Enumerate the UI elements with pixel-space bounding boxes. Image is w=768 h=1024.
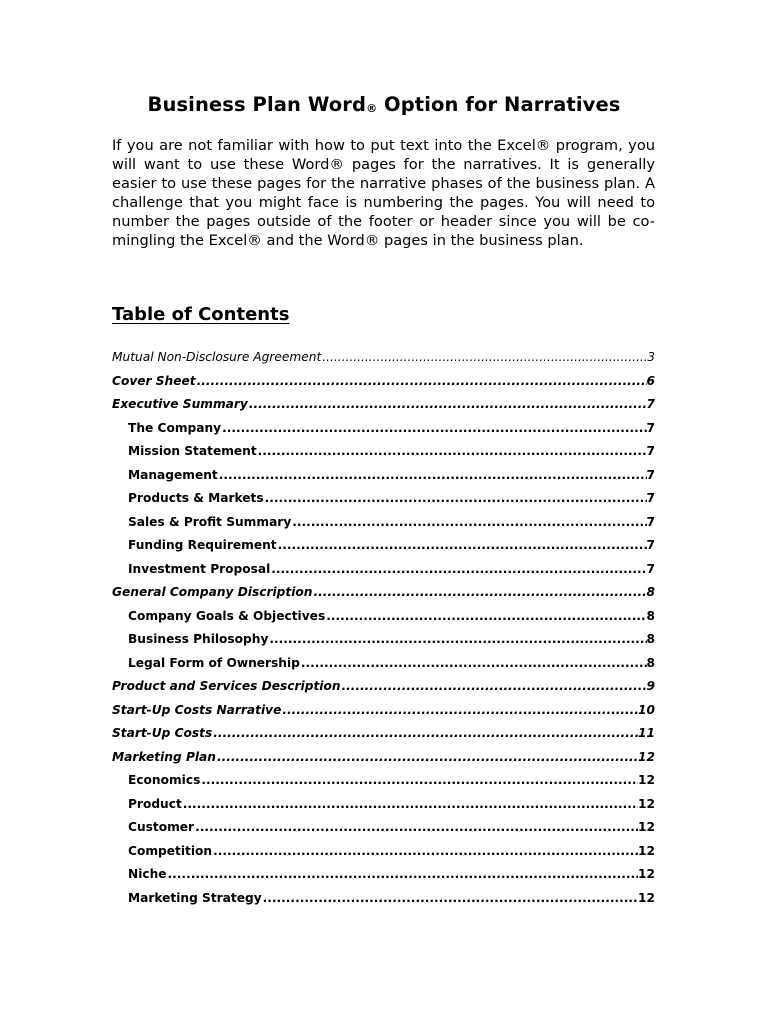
toc-dot-leader [281,703,638,717]
toc-dot-leader [248,397,647,411]
toc-entry[interactable] [112,350,655,374]
toc-entry[interactable] [112,515,655,539]
toc-entry-page-number: 7 [646,467,655,482]
toc-dot-leader [167,867,638,881]
toc-entry[interactable] [112,844,655,868]
toc-entry-label: Mission Statement [128,444,257,458]
toc-entry-page-number: 8 [646,655,655,670]
toc-dot-leader [325,609,646,623]
toc-entry-label: Company Goals & Objectives [128,608,326,623]
toc-entry-label: Sales & Profit Summary [128,514,292,529]
toc-dot-leader [182,797,638,811]
toc-entry-page-number: 12 [638,773,655,787]
toc-entry[interactable] [112,397,655,421]
toc-heading: Table of Contents [112,304,290,325]
toc-dot-leader [312,585,646,599]
toc-entry-page-number: 7 [646,420,655,435]
toc-entry-label: Start-Up Costs [112,726,213,740]
toc-entry[interactable] [112,562,655,586]
toc-dot-leader [268,632,646,646]
toc-dot-leader [212,844,638,858]
toc-dot-leader [257,444,647,458]
toc-entry[interactable] [112,421,655,445]
toc-entry-page-number: 7 [646,561,655,576]
title-registered-mark: ® [366,102,378,115]
toc-entry-label: Marketing Strategy [128,890,262,905]
table-of-contents [112,350,655,914]
toc-entry-page-number: 10 [638,702,655,717]
toc-entry[interactable] [112,656,655,680]
toc-entry[interactable] [112,468,655,492]
toc-entry[interactable] [112,891,655,915]
toc-entry-page-number: 12 [638,867,655,881]
toc-dot-leader [262,891,638,905]
toc-entry-label: Mutual Non-Disclosure Agreement [112,350,322,364]
toc-entry-page-number: 8 [646,608,655,623]
toc-entry[interactable] [112,703,655,727]
toc-entry-page-number: 7 [646,397,655,411]
toc-entry-page-number: 12 [638,749,655,764]
toc-entry-page-number: 8 [646,585,655,599]
toc-entry[interactable] [112,679,655,703]
toc-entry-label: Business Philosophy [128,632,269,646]
toc-entry-label: Product and Services Description [112,679,341,693]
toc-dot-leader [216,750,638,764]
toc-dot-leader [300,656,647,670]
toc-entry-label: Competition [128,843,213,858]
toc-entry-page-number: 6 [646,373,655,388]
toc-entry[interactable] [112,773,655,797]
toc-entry-label: Customer [128,820,195,834]
toc-entry-label: The Company [128,420,222,435]
toc-dot-leader [277,538,647,552]
toc-entry-page-number: 12 [638,890,655,905]
toc-entry-label: Start-Up Costs Narrative [112,702,282,717]
toc-dot-leader [221,421,646,435]
toc-entry-page-number: 7 [646,444,655,458]
toc-dot-leader [270,562,646,576]
toc-entry[interactable] [112,491,655,515]
toc-entry-label: Marketing Plan [112,749,216,764]
toc-dot-leader [321,350,647,364]
toc-entry-label: Management [128,467,218,482]
toc-entry-page-number: 7 [646,538,655,552]
toc-dot-leader [196,374,647,388]
toc-entry-page-number: 12 [638,796,655,811]
toc-entry[interactable] [112,797,655,821]
toc-entry[interactable] [112,374,655,398]
toc-entry[interactable] [112,867,655,891]
toc-entry-label: Executive Summary [112,397,248,411]
toc-entry-page-number: 12 [638,843,655,858]
toc-entry-label: Investment Proposal [128,561,271,576]
page-title [0,93,768,116]
toc-dot-leader [264,491,647,505]
toc-entry[interactable] [112,538,655,562]
intro-paragraph: If you are not familiar with how to put text into the Excel® program, you will want to use these Word® pages for the narratives. It is generally easier to use these pages for the narrative phases of the business plan. A challenge that you might face is numbering the pages. You will need to number the pages outside of the footer or header since you will be co-mingling the Excel® and the Word® pages in the business plan. [112,137,655,249]
toc-entry-label: Economics [128,773,201,787]
toc-entry[interactable] [112,585,655,609]
toc-entry-page-number: 8 [646,632,655,646]
toc-dot-leader [218,468,647,482]
toc-dot-leader [200,773,638,787]
toc-dot-leader [341,679,647,693]
toc-entry[interactable] [112,632,655,656]
toc-entry-page-number: 9 [646,679,655,693]
toc-entry-page-number: 3 [647,350,655,364]
title-text: Business Plan Word [147,93,367,116]
toc-entry-label: Niche [128,867,167,881]
toc-entry-label: Products & Markets [128,491,264,505]
toc-dot-leader [194,820,638,834]
toc-entry[interactable] [112,726,655,750]
toc-entry-page-number: 11 [638,726,655,740]
toc-entry-label: General Company Discription [112,585,313,599]
toc-entry[interactable] [112,444,655,468]
toc-dot-leader [212,726,638,740]
toc-entry-page-number: 12 [638,820,655,834]
toc-entry-label: Product [128,796,182,811]
toc-entry[interactable] [112,820,655,844]
toc-entry-label: Funding Requirement [128,538,277,552]
toc-entry[interactable] [112,609,655,633]
title-text-end: Option for Narratives [377,93,621,116]
toc-entry-label: Cover Sheet [112,373,196,388]
toc-entry-label: Legal Form of Ownership [128,655,300,670]
toc-entry[interactable] [112,750,655,774]
toc-dot-leader [291,515,646,529]
toc-entry-page-number: 7 [646,514,655,529]
toc-entry-page-number: 7 [646,491,655,505]
